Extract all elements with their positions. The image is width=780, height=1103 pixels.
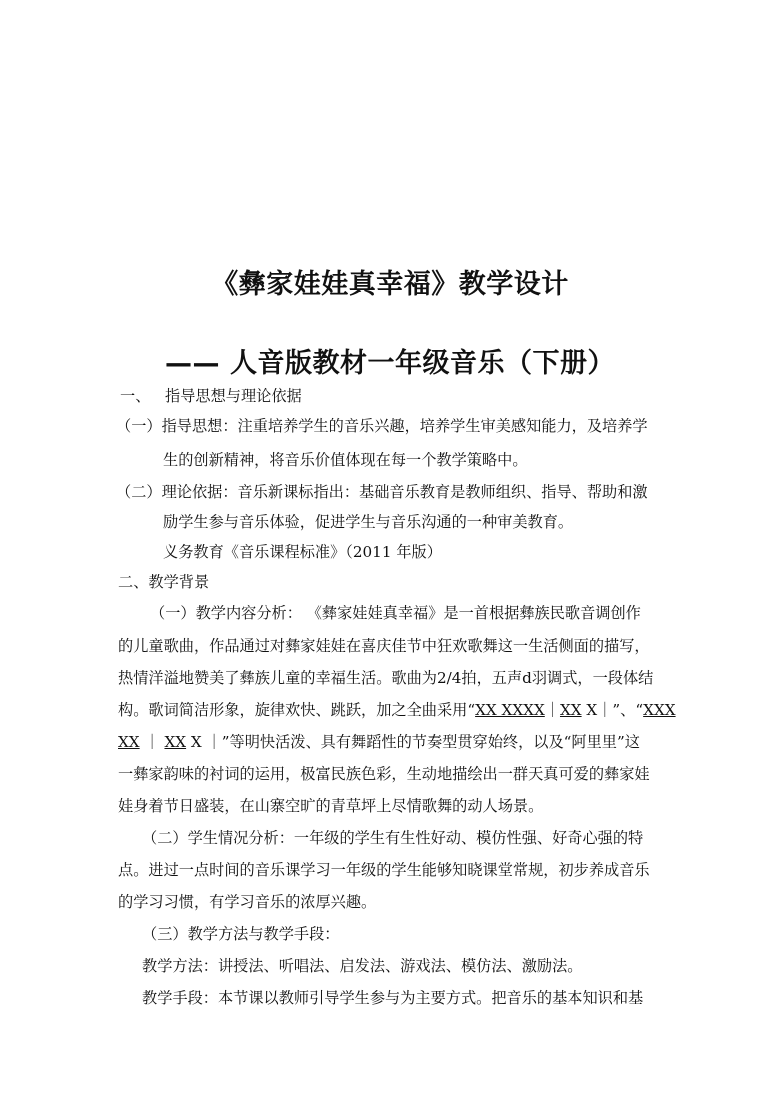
text-run: X｜”、“ (581, 701, 644, 719)
text-run: 构。歌词简洁形象，旋律欢快、跳跃，加之全曲采用“ (118, 701, 476, 719)
content-analysis-line-2: 的儿童歌曲，作品通过对彝家娃娃在喜庆佳节中狂欢歌舞这一生活侧面的描写， (118, 637, 650, 655)
theory-basis-line-1: （二）理论依据：音乐新课标指出：基础音乐教育是教师组织、指导、帮助和激 (116, 483, 648, 501)
document-subtitle: —— 人音版教材一年级音乐（下册） (165, 348, 615, 379)
theory-basis-line-2: 励学生参与音乐体验，促进学生与音乐沟通的一种审美教育。 (163, 513, 574, 531)
document-title: 《彝家娃娃真幸福》教学设计 (211, 269, 569, 300)
teaching-means-line: 教学手段：本节课以教师引导学生参与为主要方式。把音乐的基本知识和基 (142, 989, 644, 1007)
text-run: ｜ (139, 733, 165, 751)
content-analysis-line-3: 热情洋溢地赞美了彝族儿童的幸福生活。歌曲为2/4拍，五声d羽调式，一段体结 (118, 669, 654, 687)
student-analysis-line-2: 点。进过一点时间的音乐课学习一年级的学生能够知晓课堂常规，初步养成音乐 (118, 861, 650, 879)
section-1-heading: 指导思想与理论依据 (165, 387, 302, 405)
rhythm-pattern: XX (164, 733, 187, 751)
guiding-thought-line-1: （一）指导思想：注重培养学生的音乐兴趣，培养学生审美感知能力，及培养学 (116, 417, 648, 435)
content-analysis-line-7: 娃身着节日盛装，在山寨空旷的青草坪上尽情歌舞的动人场景。 (118, 797, 544, 815)
content-analysis-line-5 (118, 732, 640, 752)
teaching-methods-line: 教学方法：讲授法、听唱法、启发法、游戏法、模仿法、激励法。 (142, 957, 583, 975)
theory-source: 义务教育《音乐课程标准》（2011 年版） (163, 543, 442, 561)
text-run: X ｜”等明快活泼、具有舞蹈性的节奏型贯穿始终，以及“阿里里”这 (186, 733, 640, 751)
section-1-number: 一、 (120, 387, 151, 405)
content-analysis-line-1: （一）教学内容分析： 《彝家娃娃真幸福》是一首根据彝族民歌音调创作 (150, 604, 641, 622)
rhythm-pattern: XX (559, 701, 582, 719)
section-2-heading: 二、教学背景 (118, 573, 210, 591)
rhythm-pattern: XX XXXX (475, 701, 545, 719)
rhythm-pattern: XX (118, 733, 140, 751)
methods-heading: （三）教学方法与教学手段： (142, 925, 340, 943)
content-analysis-line-6: 一彝家韵味的衬词的运用，极富民族色彩，生动地描绘出一群天真可爱的彝家娃 (118, 765, 650, 783)
student-analysis-line-1: （二）学生情况分析：一年级的学生有生性好动、模仿性强、好奇心强的特 (142, 829, 644, 847)
rhythm-pattern: XXX (643, 701, 676, 719)
student-analysis-line-3: 的学习习惯，有学习音乐的浓厚兴趣。 (118, 893, 377, 911)
guiding-thought-line-2: 生的创新精神，将音乐价值体现在每一个教学策略中。 (163, 451, 528, 469)
text-run: ｜ (544, 701, 560, 719)
content-analysis-line-4 (118, 700, 676, 720)
